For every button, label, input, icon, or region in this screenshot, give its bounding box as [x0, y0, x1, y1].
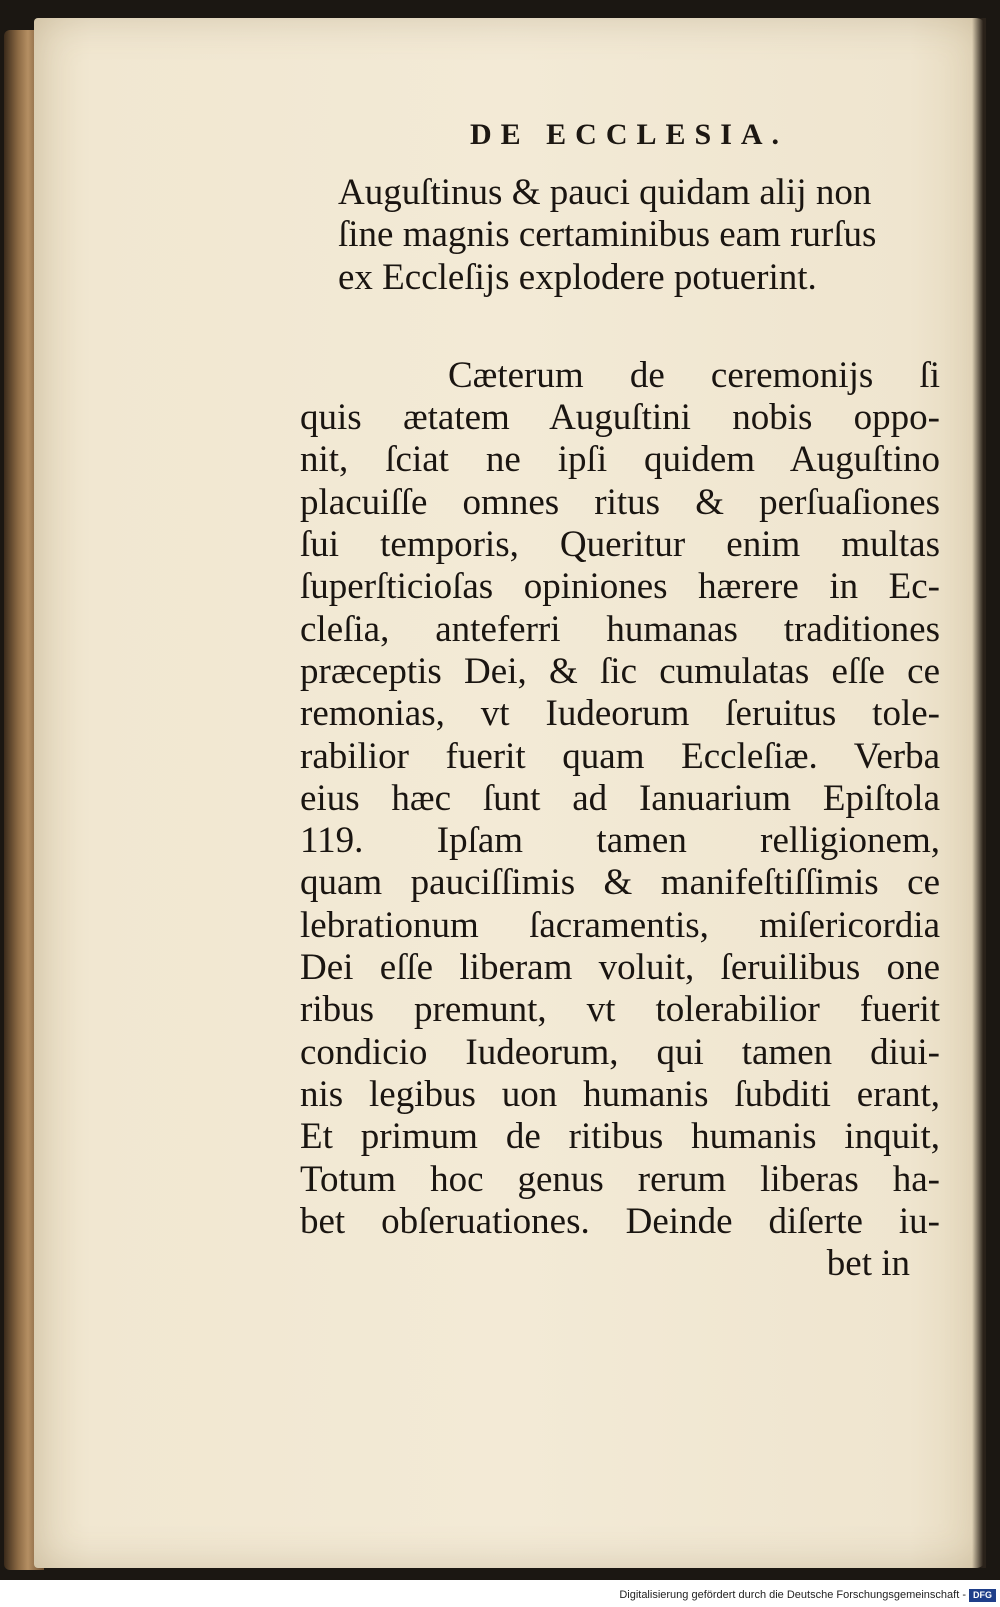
paragraph-2	[300, 355, 940, 1286]
text-line: rabilior fuerit quam Eccleſiæ. Verba	[300, 735, 940, 777]
text-line: ſuperſticioſas opiniones hærere in Ec-	[300, 566, 940, 608]
body-text	[300, 172, 940, 1285]
text-line: Totum hoc genus rerum liberas ha-	[300, 1158, 940, 1200]
text-line: quam pauciſſimis & manifeſtiſſimis ce	[300, 862, 940, 904]
catchword: bet in	[826, 1243, 910, 1285]
text-line: ſui temporis, Queritur enim multas	[300, 524, 940, 566]
text-line: bet obſeruationes. Deinde diſerte iu-	[300, 1200, 940, 1242]
text-line: Auguſtinus & pauci quidam alij non	[338, 172, 872, 213]
text-line: lebrationum ſacramentis, miſericordia	[300, 904, 940, 946]
paragraph-1	[300, 172, 940, 299]
page-right-shadow	[972, 18, 986, 1568]
footer-bar	[0, 1580, 1000, 1607]
running-head: DE ECCLESIA.	[470, 118, 789, 151]
text-line: 119. Ipſam tamen relligionem,	[300, 820, 940, 862]
text-line: nis legibus uon humanis ſubditi erant,	[300, 1073, 940, 1115]
text-line: condicio Iudeorum, qui tamen diui-	[300, 1031, 940, 1073]
text-line: ribus premunt, vt tolerabilior fuerit	[300, 989, 940, 1031]
text-line: cleſia, anteferri humanas traditiones	[300, 608, 940, 650]
text-line: quis ætatem Auguſtini nobis oppo-	[300, 397, 940, 439]
text-line: remonias, vt Iudeorum ſeruitus tole-	[300, 693, 940, 735]
text-line: Cæterum de ceremonijs ſi	[448, 354, 940, 396]
text-line: præceptis Dei, & ſic cumulatas eſſe ce	[300, 650, 940, 692]
dfg-logo-icon: DFG	[969, 1589, 996, 1602]
text-line: placuiſſe omnes ritus & perſuaſiones	[300, 481, 940, 523]
text-line: eius hæc ſunt ad Ianuarium Epiſtola	[300, 777, 940, 819]
text-line: ſine magnis certaminibus eam rurſus	[338, 214, 877, 256]
text-line: ex Eccleſijs explodere potuerint.	[338, 256, 817, 298]
text-line: Et primum de ritibus humanis inquit,	[300, 1116, 940, 1158]
text-line: nit, ſciat ne ipſi quidem Auguſtino	[300, 439, 940, 481]
funding-credit: Digitalisierung gefördert durch die Deutsche Forschungsgemeinschaft -	[619, 1589, 966, 1601]
text-line: Dei eſſe liberam voluit, ſeruilibus one	[300, 947, 940, 989]
